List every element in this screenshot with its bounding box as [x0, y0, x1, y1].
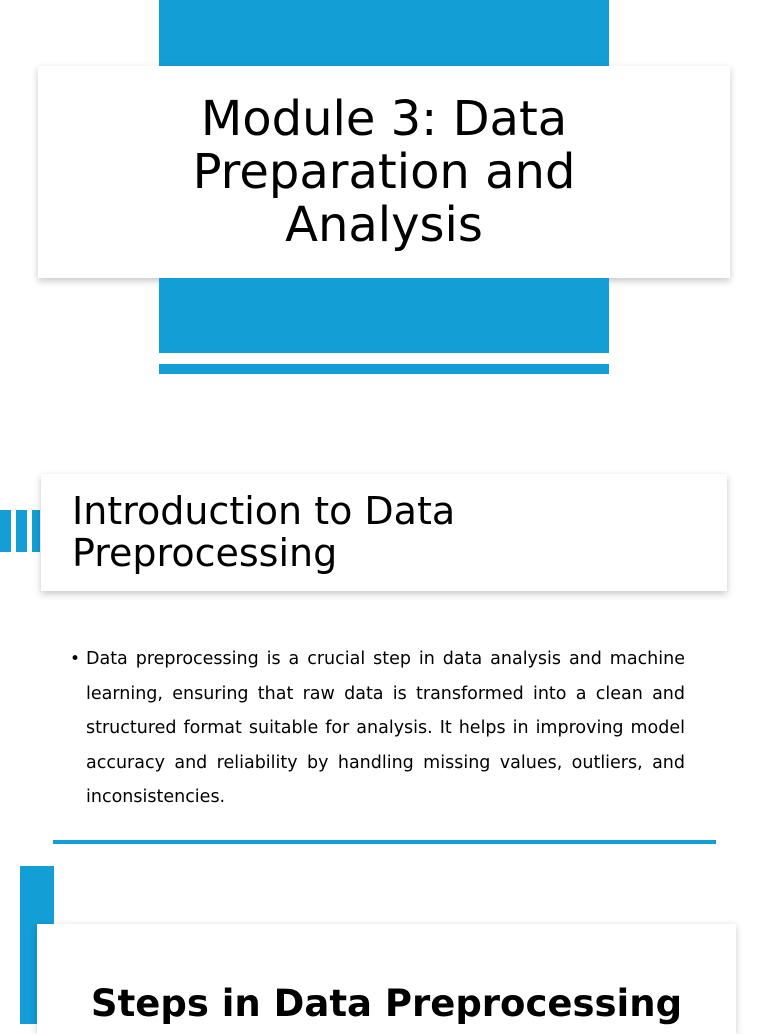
title-slide-card: [38, 66, 730, 278]
bullet-dot-icon: •: [70, 649, 81, 669]
section-divider-line: [53, 840, 716, 844]
bullet-text: Data preprocessing is a crucial step in data analysis and machine learning, ensuring that raw data is transformed into a clean and structured format suitable for analysis. It helps in improving model accuracy and reliability by handling missing values, outliers, and inconsistencies.: [86, 649, 685, 807]
steps-title-card: [37, 924, 736, 1034]
stripe: [32, 510, 40, 552]
title-slide-top-accent-bar: [159, 0, 609, 66]
steps-title: Steps in Data Preprocessing: [90, 982, 683, 1025]
intro-title: Introduction to Data Preprocessing: [72, 489, 456, 575]
stripe: [0, 510, 11, 552]
list-item: [70, 642, 685, 815]
intro-bullet-list: [70, 642, 685, 815]
module-title: Module 3: Data Preparation and Analysis: [192, 90, 576, 253]
steps-accent-strip: [20, 924, 37, 1024]
steps-accent-block: [20, 866, 54, 924]
stripe: [16, 510, 27, 552]
title-slide-thin-accent-line: [159, 364, 609, 374]
intro-title-card: [41, 474, 727, 591]
title-slide-bottom-accent-bar: [159, 278, 609, 353]
section-stripes-decoration: [0, 510, 42, 552]
